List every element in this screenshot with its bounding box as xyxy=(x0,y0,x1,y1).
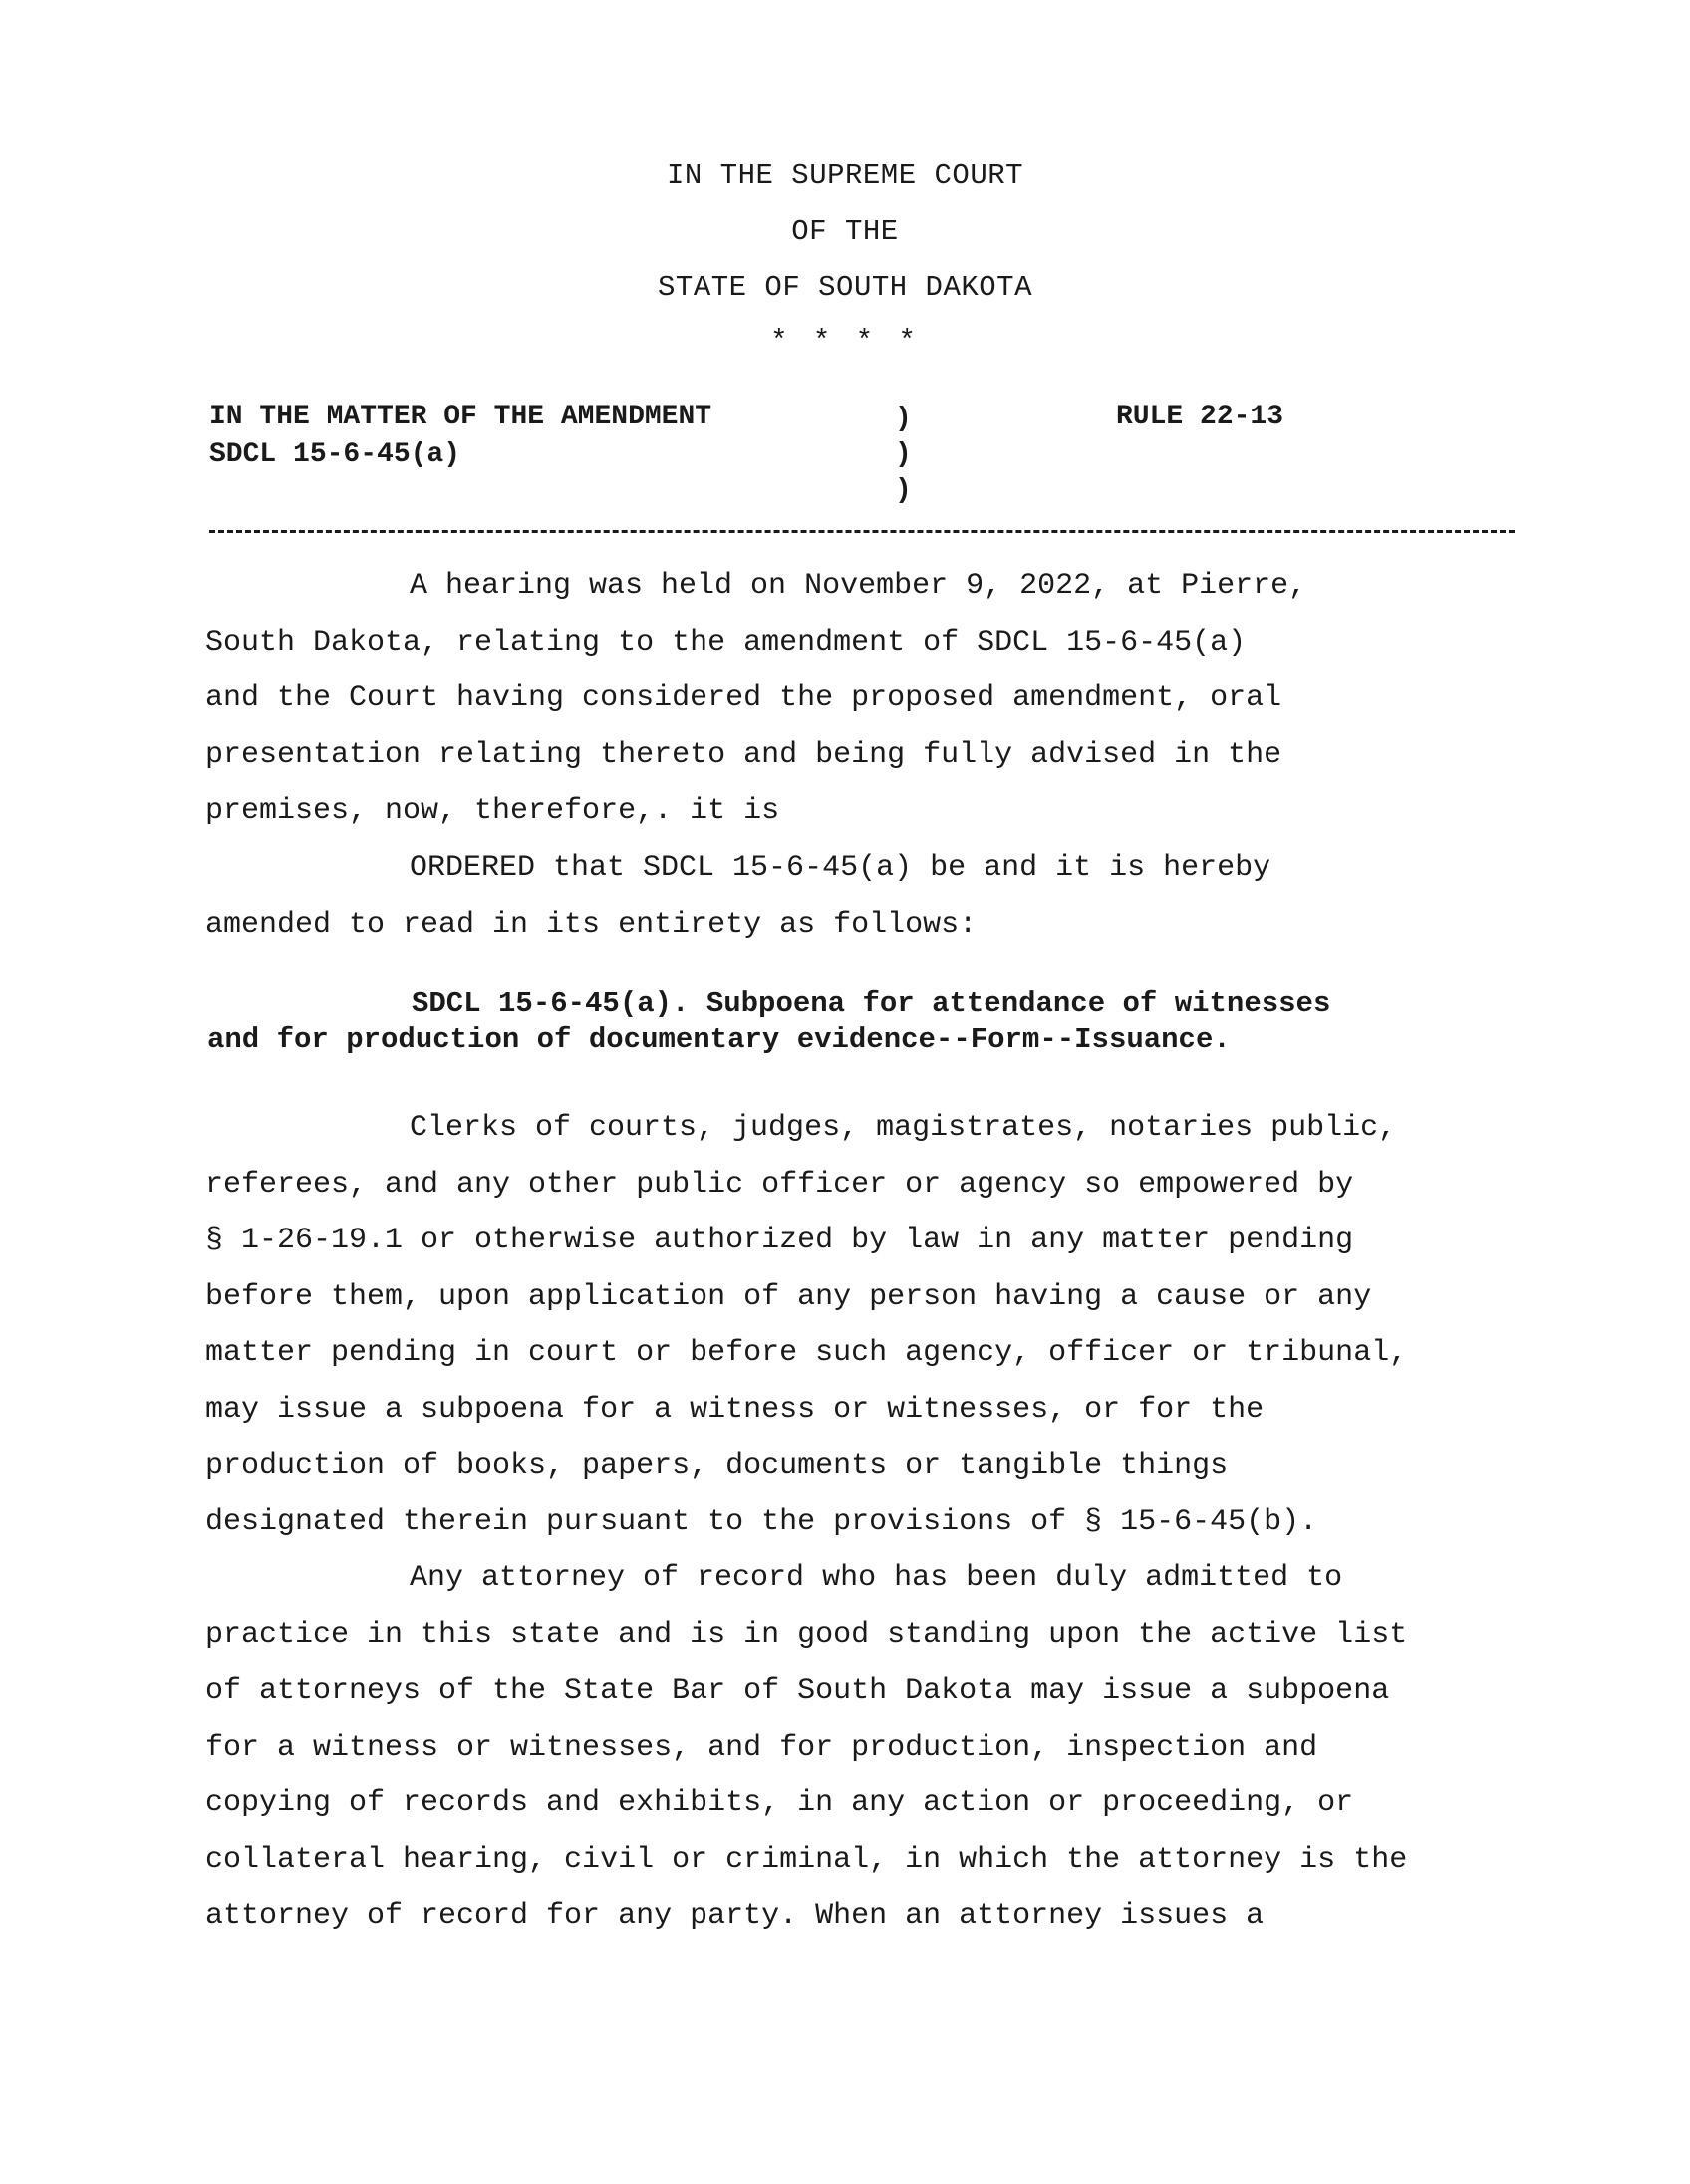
text-line: Any attorney of record who has been duly admitted to xyxy=(410,1561,1343,1595)
heading-line: and for production of documentary evidence--Form--Issuance. xyxy=(207,1023,1231,1056)
caption-paren: ) xyxy=(895,475,912,506)
text-line: for a witness or witnesses, and for production, inspection and xyxy=(205,1730,1318,1765)
caption-paren: ) xyxy=(895,404,912,434)
text-line: before them, upon application of any person having a cause or any xyxy=(205,1279,1372,1314)
text-line: practice in this state and is in good standing upon the active list xyxy=(205,1617,1408,1652)
text-line: ORDERED that SDCL 15-6-45(a) be and it is hereby xyxy=(410,851,1271,885)
text-line: matter pending in court or before such agency, officer or tribunal, xyxy=(205,1336,1408,1370)
text-line: attorney of record for any party. When an attorney issues a xyxy=(205,1899,1265,1933)
caption-paren: ) xyxy=(895,439,912,470)
text-line: production of books, papers, documents or tangible things xyxy=(205,1449,1229,1483)
order-paragraph xyxy=(205,840,1560,953)
star-separator: * * * * xyxy=(770,325,920,358)
attorney-paragraph xyxy=(205,1550,1560,1945)
heading-line: SDCL 15-6-45(a). Subpoena for attendance of witnesses xyxy=(412,987,1331,1020)
text-line: Clerks of courts, judges, magistrates, notaries public, xyxy=(410,1111,1397,1145)
text-line: collateral hearing, civil or criminal, in which the attorney is the xyxy=(205,1842,1408,1877)
caption-parentheses xyxy=(895,402,912,509)
clerks-paragraph xyxy=(205,1100,1560,1550)
text-line: amended to read in its entirety as follows: xyxy=(205,907,978,942)
text-line: of attorneys of the State Bar of South Dakota may issue a subpoena xyxy=(205,1674,1390,1708)
text-line: and the Court having considered the proposed amendment, oral xyxy=(205,682,1282,715)
court-of-the-line: OF THE xyxy=(791,215,899,248)
text-line: presentation relating thereto and being fully advised in the xyxy=(205,737,1282,772)
text-line: copying of records and exhibits, in any action or proceeding, or xyxy=(205,1786,1354,1820)
court-name-line: IN THE SUPREME COURT xyxy=(666,159,1024,192)
caption-matter-line1: IN THE MATTER OF THE AMENDMENT xyxy=(209,402,712,432)
text-line: § 1-26-19.1 or otherwise authorized by law in any matter pending xyxy=(205,1224,1354,1257)
case-caption xyxy=(209,399,711,474)
text-line: referees, and any other public officer or agency so empowered by xyxy=(205,1167,1354,1202)
text-line: designated therein pursuant to the provisions of § 15-6-45(b). xyxy=(205,1504,1318,1539)
statute-heading xyxy=(207,986,1330,1058)
text-line: premises, now, therefore,. it is xyxy=(205,794,780,828)
text-line: A hearing was held on November 9, 2022, at Pierre, xyxy=(410,569,1307,603)
caption-matter-line2: SDCL 15-6-45(a) xyxy=(209,439,461,470)
court-state-line: STATE OF SOUTH DAKOTA xyxy=(658,271,1032,304)
hearing-paragraph xyxy=(205,558,1560,840)
dashed-divider xyxy=(209,530,1515,533)
text-line: may issue a subpoena for a witness or witnesses, or for the xyxy=(205,1392,1265,1427)
text-line: South Dakota, relating to the amendment of SDCL 15-6-45(a) xyxy=(205,625,1247,660)
rule-number: RULE 22-13 xyxy=(1116,402,1284,432)
